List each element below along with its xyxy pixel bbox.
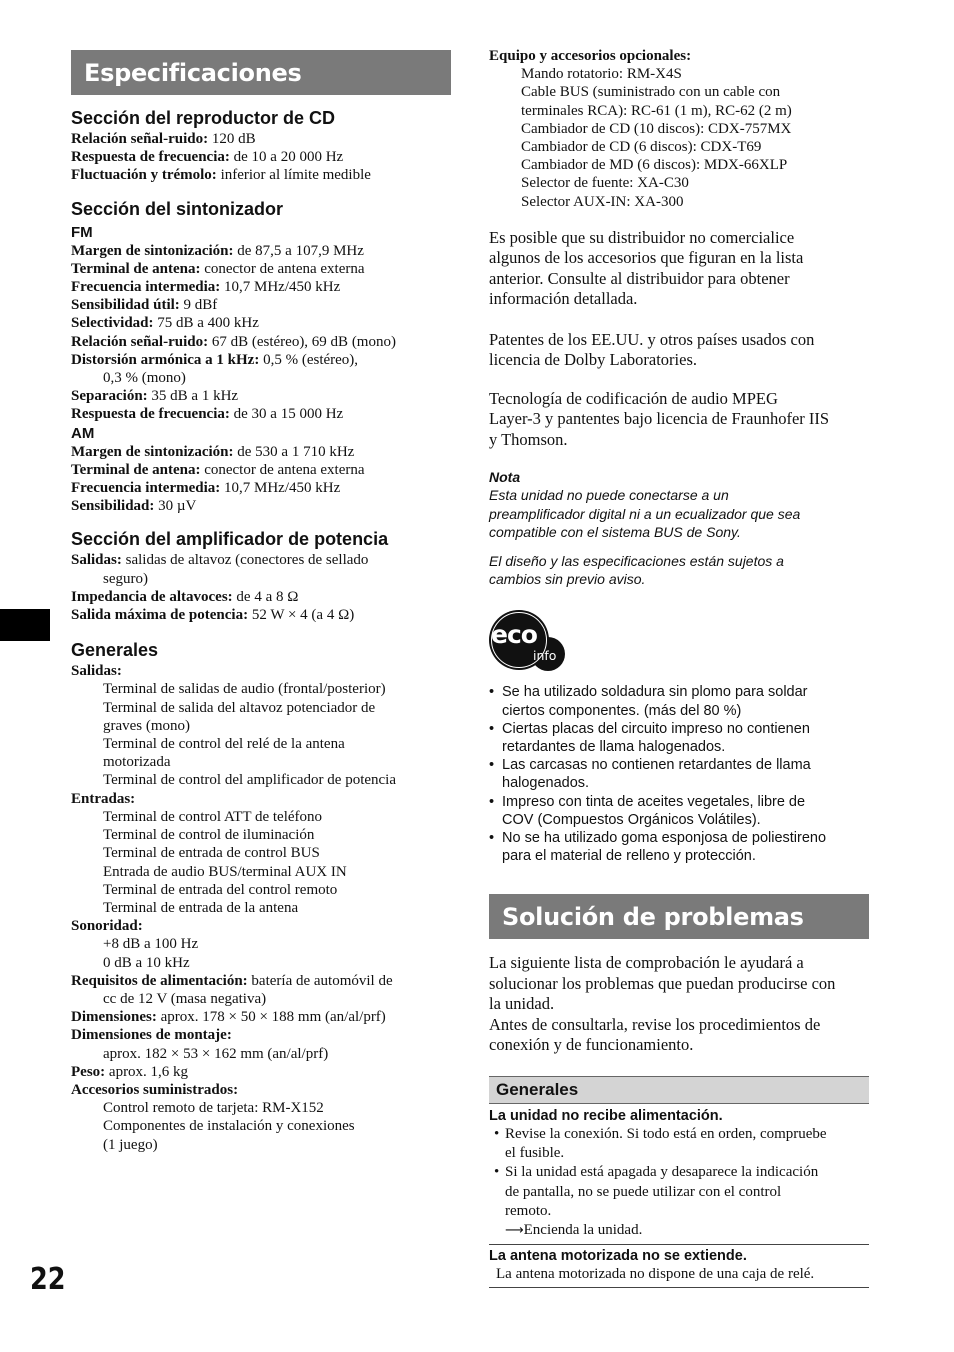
note-line: El diseño y las especificaciones están sujetos a <box>489 552 784 569</box>
paragraph-line: información detallada. <box>489 289 638 309</box>
chapter-tab <box>0 609 50 641</box>
am-specs <box>71 443 451 516</box>
paragraph-line: anterior. Consulte al distribuidor para obtener <box>489 268 790 288</box>
spec-row: Terminal de antena: conector de antena externa <box>71 260 365 277</box>
solution-line: La antena motorizada no dispone de una caja de relé. <box>496 1265 815 1282</box>
note-line: cambios sin previo aviso. <box>489 571 646 588</box>
spec-item: Selector de fuente: XA-C30 <box>521 175 689 192</box>
paragraph-line: Layer-3 y pantentes bajo licencia de Fraunhofer IIS <box>489 409 830 429</box>
specifications-banner: Especificaciones <box>71 50 451 95</box>
am-label: AM <box>71 424 95 442</box>
spec-item: Selector AUX-IN: XA-300 <box>521 193 684 210</box>
note-text <box>489 486 869 541</box>
troubleshooting-banner: Solución de problemas <box>489 894 869 939</box>
spec-row: Margen de sintonización: de 87,5 a 107,9 MHz <box>71 242 364 259</box>
spec-label: Salidas: <box>71 663 122 680</box>
spec-row: Sensibilidad útil: 9 dBf <box>71 297 218 314</box>
generales-bar: Generales <box>489 1076 869 1104</box>
spec-row: Respuesta de frecuencia: de 30 a 15 000 Hz <box>71 406 344 423</box>
list-item: • Ciertas placas del circuito impreso no contienen retardantes de llama halogenados. <box>489 720 810 755</box>
spec-label: Equipo y accesorios opcionales: <box>489 48 692 64</box>
list-item: • Las carcasas no contienen retardantes de llama halogenados. <box>489 757 811 792</box>
problem-title: La antena motorizada no se extiende. <box>489 1247 747 1264</box>
divider <box>489 1287 869 1288</box>
solution-line: de pantalla, no se puede utilizar con el control <box>505 1183 782 1200</box>
paragraph-line: La siguiente lista de comprobación le ayudará a <box>489 953 804 973</box>
note-line: compatible con el sistema BUS de Sony. <box>489 523 741 540</box>
solution-line: • Revise la conexión. Si todo está en orden, compruebe <box>494 1125 827 1142</box>
mpeg-paragraph <box>489 389 869 451</box>
spec-item: terminales RCA): RC-61 (1 m), RC-62 (2 m) <box>521 102 792 119</box>
page-number: 22 <box>30 1262 66 1297</box>
tuner-section-heading: Sección del sintonizador <box>71 198 284 219</box>
amp-specs <box>71 551 451 624</box>
spec-row: Impedancia de altavoces: de 4 a 8 Ω <box>71 588 299 605</box>
solution-line: el fusible. <box>505 1145 565 1162</box>
spec-row: Sensibilidad: 30 µV <box>71 498 197 515</box>
spec-row: Relación señal-ruido: 67 dB (estéreo), 69 dB (mono) <box>71 333 396 350</box>
spec-item: (1 juego) <box>103 1136 158 1153</box>
list-item: • No se ha utilizado goma esponjosa de poliestireno para el material de relleno y protección. <box>489 829 827 865</box>
spec-item: +8 dB a 100 Hz <box>103 936 199 953</box>
spec-item: Terminal de control ATT de teléfono <box>103 808 323 825</box>
spec-continuation: seguro) <box>103 570 148 587</box>
paragraph-line: licencia de Dolby Laboratories. <box>489 350 697 370</box>
spec-row: Frecuencia intermedia: 10,7 MHz/450 kHz <box>71 480 341 497</box>
spec-row: Separación: 35 dB a 1 kHz <box>71 388 239 405</box>
spec-row: Frecuencia intermedia: 10,7 MHz/450 kHz <box>71 279 341 296</box>
problem-title: La unidad no recibe alimentación. <box>489 1107 723 1124</box>
spec-label: Accesorios suministrados: <box>71 1081 239 1098</box>
spec-item: Terminal de entrada del control remoto <box>103 881 338 898</box>
left-column <box>71 50 451 1154</box>
cd-specs <box>71 130 451 185</box>
spec-item: 0 dB a 10 kHz <box>103 954 190 971</box>
paragraph-line: Patentes de los EE.UU. y otros países usados con <box>489 329 815 349</box>
spec-item: Cable BUS (suministrado con un cable con <box>521 84 781 101</box>
paragraph-line: Es posible que su distribuidor no comercialice <box>489 227 795 247</box>
spec-item: Cambiador de CD (10 discos): CDX-757MX <box>521 120 792 137</box>
spec-item: Terminal de entrada de control BUS <box>103 845 320 862</box>
note-line: preamplificador digital ni a un ecualizador que sea <box>489 505 801 522</box>
spec-item: Cambiador de MD (6 discos): MDX-66XLP <box>521 157 788 174</box>
spec-row: Dimensiones: aprox. 178 × 50 × 188 mm (an/al/prf) <box>71 1009 386 1026</box>
note-title: Nota <box>489 469 521 486</box>
spec-item: aprox. 182 × 53 × 162 mm (an/al/prf) <box>103 1045 329 1062</box>
spec-item: Terminal de salida del altavoz potenciador de <box>103 699 376 716</box>
note-line: Esta unidad no puede conectarse a un <box>489 487 729 504</box>
note-text-2 <box>489 552 869 588</box>
eco-word: eco <box>491 620 537 650</box>
paragraph-line: Antes de consultarla, revise los procedimientos de <box>489 1014 821 1034</box>
spec-item: Terminal de entrada de la antena <box>103 899 299 916</box>
spec-row: Requisitos de alimentación: batería de automóvil de <box>71 972 393 989</box>
spec-row: Fluctuación y trémolo: inferior al límite medible <box>71 167 371 184</box>
paragraph-line: la unidad. <box>489 994 555 1014</box>
list-item: • Impreso con tinta de aceites vegetales, libre de COV (Compuestos Orgánicos Volátiles). <box>489 793 806 828</box>
paragraph-line: y Thomson. <box>489 429 568 449</box>
patents-paragraph <box>489 330 869 371</box>
optional-accessories <box>489 47 869 211</box>
solution-action: ⟶Encienda la unidad. <box>505 1222 643 1239</box>
info-word: info <box>533 648 557 664</box>
spec-item: Entrada de audio BUS/terminal AUX IN <box>103 863 347 880</box>
paragraph-line: solucionar los problemas que puedan producirse con <box>489 973 836 993</box>
spec-item: Terminal de salidas de audio (frontal/posterior) <box>103 681 386 698</box>
spec-row: Distorsión armónica a 1 kHz: 0,5 % (estéreo), <box>71 351 359 368</box>
spec-item: Control remoto de tarjeta: RM-X152 <box>103 1100 324 1117</box>
solution-line: • Si la unidad está apagada y desaparece la indicación <box>494 1164 819 1181</box>
fm-specs <box>71 242 451 424</box>
spec-row: Relación señal-ruido: 120 dB <box>71 131 256 147</box>
eco-info-logo <box>489 610 569 672</box>
spec-row: Salidas: salidas de altavoz (conectores de sellado <box>71 552 369 569</box>
spec-label: Entradas: <box>71 790 136 807</box>
spec-row: Respuesta de frecuencia: de 10 a 20 000 Hz <box>71 149 344 166</box>
general-specs <box>71 662 451 1153</box>
solution-line: remoto. <box>505 1203 552 1220</box>
fm-label: FM <box>71 223 93 241</box>
spec-row: Salida máxima de potencia: 52 W × 4 (a 4 Ω) <box>71 607 355 624</box>
paragraph-line: Tecnología de codificación de audio MPEG <box>489 388 778 408</box>
eco-bullet-list <box>489 683 869 865</box>
spec-row: Margen de sintonización: de 530 a 1 710 kHz <box>71 443 355 460</box>
spec-item: Componentes de instalación y conexiones <box>103 1118 355 1135</box>
spec-row: Peso: aprox. 1,6 kg <box>71 1063 189 1080</box>
paragraph-line: conexión y de funcionamiento. <box>489 1035 694 1055</box>
problem-solutions <box>489 1125 869 1241</box>
spec-item: Terminal de control del relé de la antena <box>103 736 345 753</box>
paragraph-line: algunos de los accesorios que figuran en la lista <box>489 248 804 268</box>
spec-label: Sonoridad: <box>71 918 143 935</box>
amplifier-section-heading: Sección del amplificador de potencia <box>71 529 389 550</box>
spec-item: Terminal de control de iluminación <box>103 827 315 844</box>
spec-continuation: cc de 12 V (masa negativa) <box>103 990 267 1007</box>
distributor-paragraph <box>489 228 869 310</box>
spec-item: graves (mono) <box>103 717 191 734</box>
spec-item: motorizada <box>103 754 171 771</box>
spec-label: Dimensiones de montaje: <box>71 1027 232 1044</box>
spec-row: Selectividad: 75 dB a 400 kHz <box>71 315 259 332</box>
spec-item: Terminal de control del amplificador de potencia <box>103 772 396 789</box>
spec-row: Terminal de antena: conector de antena externa <box>71 461 365 478</box>
spec-continuation: 0,3 % (mono) <box>103 370 186 387</box>
spec-item: Mando rotatorio: RM-X4S <box>521 66 682 83</box>
cd-section-heading: Sección del reproductor de CD <box>71 108 336 128</box>
general-section-heading: Generales <box>71 640 159 661</box>
spec-item: Cambiador de CD (6 discos): CDX-T69 <box>521 139 762 156</box>
arrow-right-icon: ⟶ <box>505 1223 524 1239</box>
list-item: • Se ha utilizado soldadura sin plomo para soldar ciertos componentes. (más del 80 %) <box>489 684 808 719</box>
troubleshooting-intro <box>489 953 869 1056</box>
right-column <box>489 47 869 1288</box>
